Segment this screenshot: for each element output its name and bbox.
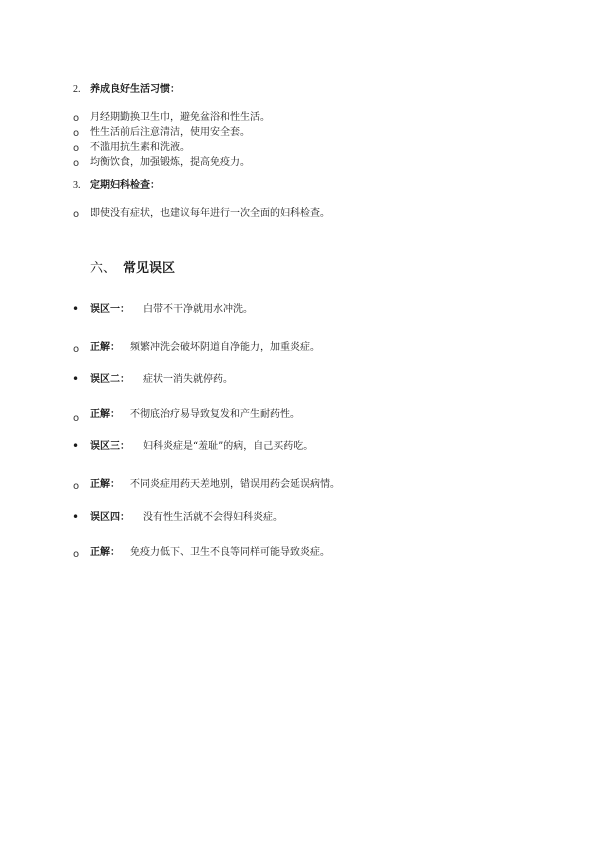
myth-label: 误区二：	[90, 374, 130, 385]
disc-bullet-icon: •	[72, 302, 80, 316]
correct-label: 正解：	[90, 547, 120, 558]
list-item: 即使没有症状，也建议每年进行一次全面的妇科检查。	[90, 208, 330, 219]
myth-text: 症状一消失就停药。	[143, 374, 233, 385]
myth-label: 误区一：	[90, 304, 130, 315]
list-item: 不滥用抗生素和洗液。	[90, 142, 190, 153]
list-item: 性生活前后注意清洁，使用安全套。	[90, 127, 250, 138]
myth-label: 误区三：	[90, 441, 130, 452]
list-number: 2.	[73, 84, 81, 95]
circle-bullet-icon: o	[73, 413, 80, 424]
correct-label: 正解：	[90, 409, 120, 420]
circle-bullet-icon: o	[73, 209, 80, 220]
disc-bullet-icon: •	[72, 510, 80, 524]
list-number: 3.	[73, 180, 81, 191]
myth-text: 没有性生活就不会得妇科炎症。	[143, 512, 283, 523]
correct-text: 不彻底治疗易导致复发和产生耐药性。	[130, 409, 300, 420]
circle-bullet-icon: o	[73, 344, 80, 355]
correct-label: 正解：	[90, 479, 120, 490]
circle-bullet-icon: o	[73, 128, 80, 139]
circle-bullet-icon: o	[73, 143, 80, 154]
section-title: 定期妇科检查：	[90, 180, 160, 191]
list-item: 均衡饮食，加强锻炼，提高免疫力。	[90, 157, 250, 168]
myth-text: 妇科炎症是“羞耻”的病，自己买药吃。	[143, 441, 314, 452]
correct-text: 频繁冲洗会破坏阴道自净能力，加重炎症。	[130, 342, 320, 353]
correct-text: 不同炎症用药天差地别，错误用药会延误病情。	[130, 479, 340, 490]
section-heading-number: 六、	[90, 261, 117, 276]
myth-label: 误区四：	[90, 512, 130, 523]
disc-bullet-icon: •	[72, 439, 80, 453]
correct-label: 正解：	[90, 342, 120, 353]
circle-bullet-icon: o	[73, 158, 80, 169]
disc-bullet-icon: •	[72, 372, 80, 386]
circle-bullet-icon: o	[73, 481, 80, 492]
section-title: 养成良好生活习惯：	[90, 84, 180, 95]
list-item: 月经期勤换卫生巾，避免盆浴和性生活。	[90, 112, 270, 123]
correct-text: 免疫力低下、卫生不良等同样可能导致炎症。	[130, 547, 330, 558]
myth-text: 白带不干净就用水冲洗。	[143, 304, 253, 315]
circle-bullet-icon: o	[73, 549, 80, 560]
circle-bullet-icon: o	[73, 113, 80, 124]
section-heading: 常见误区	[123, 261, 176, 276]
